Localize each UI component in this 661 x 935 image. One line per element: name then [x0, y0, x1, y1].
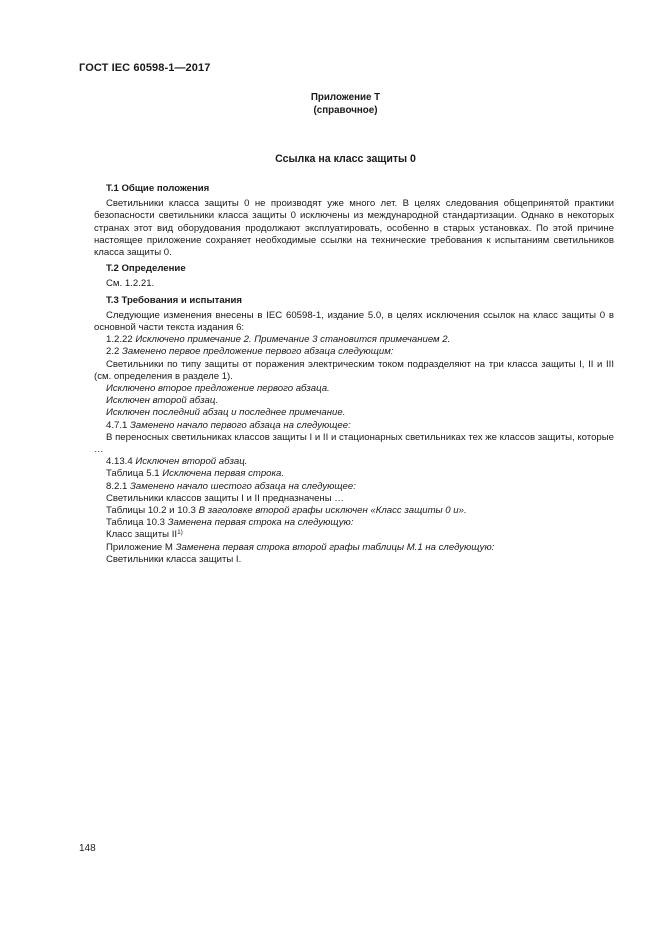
list-item	[94, 420, 614, 432]
clause-change: Исключено примечание 2. Примечание 3 становится примечанием 2.	[135, 334, 451, 346]
list-item	[94, 468, 614, 480]
section-text-t2: См. 1.2.21.	[106, 278, 155, 290]
page-title: Ссылка на класс защиты 0	[275, 153, 416, 165]
clause-change: Заменено начало шестого абзаца на следующее:	[130, 480, 356, 492]
list-item	[94, 383, 614, 395]
clause-change: Исключен второй абзац.	[106, 395, 218, 407]
clause-change: Исключено второе предложение первого абзаца.	[106, 383, 330, 395]
clause-change: Заменено начало первого абзаца на следующее:	[130, 419, 351, 431]
list-item	[94, 505, 614, 517]
clause-ref: Таблица 10.3	[106, 517, 165, 529]
list-item	[94, 456, 614, 468]
list-item	[94, 395, 614, 407]
clause-change: Заменено первое предложение первого абзаца следующим:	[122, 346, 394, 358]
appendix-subtitle: (справочное)	[313, 104, 378, 116]
page-number: 148	[79, 843, 96, 854]
section-intro-t3: Следующие изменения внесены в IEC 60598-1, издание 5.0, в целях исключения ссылок на класс защиты 0 в основной части текста издания 6:	[94, 309, 614, 334]
clause-ref: 8.2.1	[106, 480, 128, 492]
appendix-title: Приложение Т	[310, 92, 381, 103]
list-item	[94, 529, 614, 541]
list-item	[94, 346, 614, 358]
list-item: В переносных светильниках классов защиты I и II и стационарных светильниках тех же классов защиты, которые …	[94, 431, 614, 456]
section-text-t1: Светильники класса защиты 0 не производят уже много лет. В целях следования общепринятой практики безопасности светильники класса защиты 0 исключены из международной стандартизации. Однако в некоторых странах этот вид оборудования продолжают эксплуатировать, особенно в старых установках. По этой причине настоящее приложение сохраняет необходимые ссылки на технические требования к испытаниям светильников класса защиты 0.	[94, 198, 614, 259]
clause-ref: 2.2	[106, 346, 120, 358]
section-heading-t1: Т.1 Общие положения	[106, 183, 210, 194]
clause-ref: Таблица 5.1	[106, 468, 160, 480]
clause-change: Заменена первая строка на следующую:	[167, 517, 354, 529]
clause-ref: Приложение М	[106, 541, 173, 553]
clause-ref: 4.13.4	[106, 456, 133, 468]
footnote-marker: 1)	[177, 529, 183, 537]
list-item	[94, 481, 614, 493]
section-heading-t3: Т.3 Требования и испытания	[106, 294, 242, 306]
standard-designation: ГОСТ IEC 60598-1—2017	[79, 62, 211, 74]
clause-change: В заголовке второй графы исключен «Класс защиты 0 и».	[198, 505, 467, 517]
appendix-heading	[0, 92, 661, 117]
class-text: Класс защиты II	[106, 529, 178, 541]
clause-change: Заменена первая строка второй графы таблицы М.1 на следующую:	[175, 541, 495, 553]
clause-change: Исключен последний абзац и последнее примечание.	[106, 407, 346, 419]
list-item: Светильники по типу защиты от поражения электрическим током подразделяют на три класса защиты I, II и III (см. определения в разделе 1).	[94, 358, 614, 382]
list-item: Светильники класса защиты I.	[106, 553, 242, 565]
clause-ref: Таблицы 10.2 и 10.3	[106, 505, 196, 517]
list-item: Светильники классов защиты I и II предназначены …	[106, 492, 344, 504]
list-item	[94, 517, 614, 529]
list-item	[94, 407, 614, 419]
list-item	[94, 334, 614, 346]
section-heading-t2: Т.2 Определение	[106, 263, 186, 275]
document-body	[94, 183, 614, 566]
list-item	[94, 542, 614, 554]
clause-change: Исключена первая строка.	[162, 468, 285, 480]
clause-ref: 4.7.1	[106, 419, 128, 431]
clause-ref: 1.2.22	[106, 334, 133, 346]
clause-change: Исключен второй абзац.	[135, 456, 248, 468]
